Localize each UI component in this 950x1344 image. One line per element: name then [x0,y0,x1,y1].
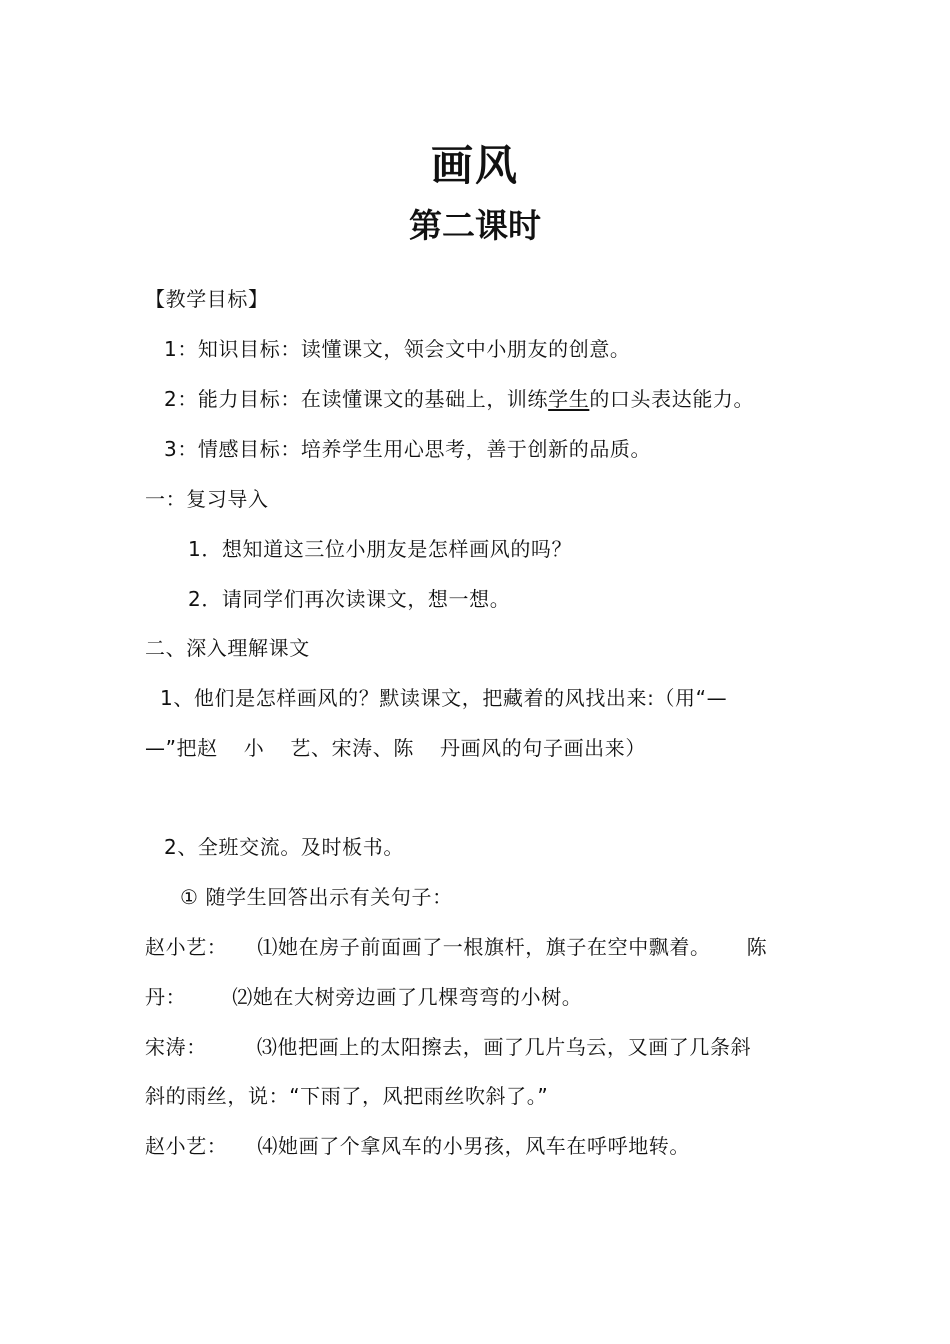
objectives-heading: 【教学目标】 [145,287,269,311]
objective-2-after: 的口头表达能力。 [589,387,755,411]
sentence-2 [145,982,815,1012]
section1-heading: 一：复习导入 [145,487,269,511]
sentence-3 [145,1032,815,1062]
sentence-1-text: ⑴她在房子前面画了一根旗杆，旗子在空中飘着。 [257,935,711,959]
sentence-3-text: ⑶他把画上的太阳擦去，画了几片乌云，又画了几条斜 [256,1035,752,1059]
section2-heading: 二、深入理解课文 [145,636,310,660]
section2-sub-1: ① 随学生回答出示有关句子： [180,885,453,909]
item1-line2-b: 艺、宋涛、陈 [290,736,414,760]
sentence-4 [145,1131,815,1161]
sentence-4-speaker: 赵小艺： [145,1134,228,1158]
objective-3: 3：情感目标：培养学生用心思考，善于创新的品质。 [164,437,652,461]
objective-1: 1：知识目标：读懂课文，领会文中小朋友的创意。 [164,337,631,361]
sentence-1-speaker: 赵小艺： [145,935,228,959]
document-subtitle: 第二课时 [409,206,541,245]
document-title: 画风 [430,141,519,190]
sentence-2-text: ⑵她在大树旁边画了几棵弯弯的小树。 [232,985,583,1009]
objective-2 [164,384,834,414]
section2-item1-line1: 1、他们是怎样画风的？默读课文，把藏着的风找出来:（用“— [160,686,728,710]
sentence-4-text: ⑷她画了个拿风车的小男孩，风车在呼呼地转。 [257,1134,691,1158]
sentence-1-trail: 陈 [746,935,768,959]
sentence-2-speaker: 丹： [145,985,187,1009]
objective-2-underlined: 学生 [548,387,590,411]
sentence-1 [145,932,815,962]
sentence-3-cont: 斜的雨丝，说：“下雨了，风把雨丝吹斜了。” [145,1084,549,1108]
item1-line2-start: —”把赵 [145,736,218,760]
section1-item-1: 1．想知道这三位小朋友是怎样画风的吗？ [188,537,573,561]
section2-item-2: 2、全班交流。及时板书。 [164,835,404,859]
section1-item-2: 2．请同学们再次读课文，想一想。 [188,587,511,611]
item1-line2-a: 小 [243,736,265,760]
item1-line2-c: 丹画风的句子画出来） [439,736,646,760]
section2-item1-line2 [145,733,815,763]
sentence-3-speaker: 宋涛： [145,1035,207,1059]
objective-2-before: 2：能力目标：在读懂课文的基础上，训练 [164,387,549,411]
